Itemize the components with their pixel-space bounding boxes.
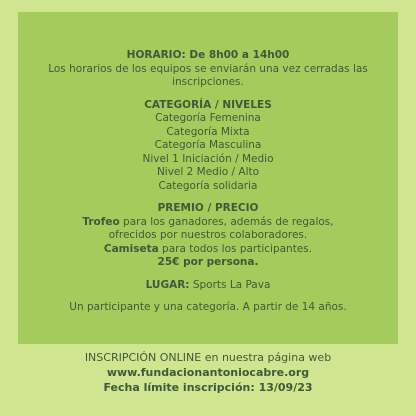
info-panel [18, 12, 398, 344]
premio-trofeo-line [18, 216, 398, 230]
footer [0, 350, 416, 395]
camiseta-label: Camiseta [103, 242, 159, 255]
categoria-item: Nivel 2 Medio / Alto [156, 166, 260, 178]
premio-title: PREMIO / PRECIO [157, 202, 259, 214]
footer-deadline: Fecha límite inscripción: 13/09/23 [103, 381, 313, 394]
trofeo-label: Trofeo [82, 215, 120, 228]
trofeo-text: para los ganadores, además de regalos, [119, 215, 334, 228]
lugar-label: LUGAR: [145, 278, 190, 291]
horario-line-1: Los horarios de los equipos se enviarán una vez cerradas las [48, 62, 368, 75]
categoria-item: Nivel 1 Iniciación / Medio [142, 152, 274, 165]
lugar-line [18, 279, 398, 293]
categoria-item: Categoría solidaria [158, 179, 258, 192]
participation-note: Un participante y una categoría. A partir de 14 años. [69, 301, 347, 313]
footer-website: www.fundacionantoniocabre.org [106, 366, 310, 379]
categoria-item: Categoría Femenina [155, 112, 261, 124]
premio-line-2: ofrecidos por nuestros colaboradores. [108, 229, 308, 241]
horario-title: HORARIO: De 8h00 a 14h00 [126, 49, 290, 61]
camiseta-text: para todos los participantes. [158, 242, 313, 255]
horario-line-2: inscripciones. [172, 76, 244, 88]
price-text: 25€ por persona. [157, 256, 259, 268]
categoria-item: Categoría Masculina [154, 139, 262, 151]
premio-camiseta-line [18, 243, 398, 257]
footer-inscription: INSCRIPCIÓN ONLINE en nuestra página web [84, 351, 332, 364]
categoria-title: CATEGORÍA / NIVELES [144, 98, 272, 111]
categoria-item: Categoría Mixta [166, 125, 250, 138]
lugar-value: Sports La Pava [189, 278, 271, 291]
